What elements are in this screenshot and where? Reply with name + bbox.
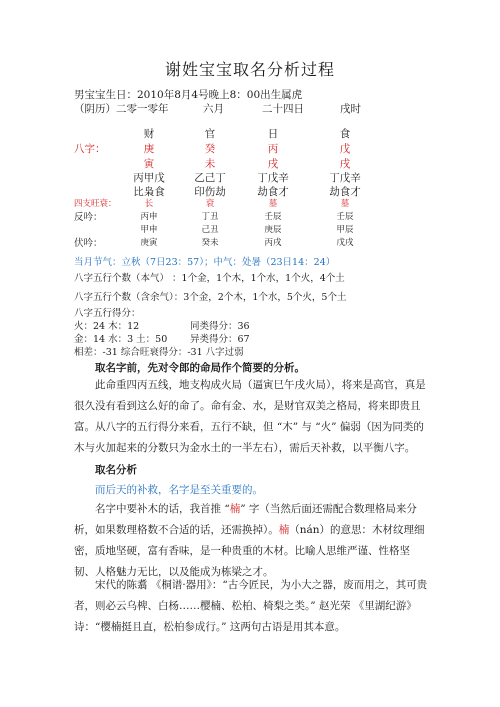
score-diff-class: 异类得分：67 xyxy=(190,334,250,345)
text-span: （nán）的意思：木材纹理细密，质地坚硬，富有香味，是一种贵重的木材。比喻人思维严谨、性格坚韧、人格魅力无比，以及能成为栋梁之才。 xyxy=(74,524,425,578)
score-summary: 相差：-31 综合旺衰得分：-31 八字过弱 xyxy=(74,347,244,358)
jieqi-line: 当月节气：立秋（7日23：57）；中气：处暑（23日14：24） xyxy=(74,257,336,268)
stem-hour: 戊 xyxy=(339,143,351,155)
hidden-gods-hour: 劫食才 xyxy=(329,186,361,198)
stem-month: 癸 xyxy=(204,143,216,155)
highlight-char: 楠 xyxy=(229,503,241,515)
paragraph-quote xyxy=(74,575,429,638)
paragraph-nan xyxy=(74,499,429,583)
stem-day: 丙 xyxy=(267,143,279,155)
shishen-month: 官 xyxy=(204,128,216,140)
sizhu-label: 四支旺衰： xyxy=(74,199,117,209)
branch-hour: 戌 xyxy=(339,158,351,170)
sizhu-month: 衰 xyxy=(205,199,215,209)
lunar-day: 二十四日 xyxy=(262,103,304,115)
highlight-char: 楠 xyxy=(278,524,290,536)
text-span: 名字中要补木的话，我首推 “ xyxy=(95,503,230,515)
wuxing-hanqi: 八字五行个数（含余气）：3个金，2个木，1个水，5个火，5个土 xyxy=(74,292,347,303)
birth-line: 男宝宝生日：2010年8月4号晚上8：00出生属虎 xyxy=(74,89,303,101)
text-span: ” 字（当然后面还需配合数理格局来分析，如果数理格数不合适的话，还需换掉）。 xyxy=(74,503,417,536)
hidden-gods-day: 劫食才 xyxy=(257,186,289,198)
paragraph-text xyxy=(74,499,429,583)
fuyin-year: 庚寅 xyxy=(140,238,158,248)
score-same-class: 同类得分：36 xyxy=(190,321,250,332)
lunar-hour: 戌时 xyxy=(340,103,361,115)
fanyin-year-1: 丙申 xyxy=(140,212,158,222)
page-title: 谢姓宝宝取名分析过程 xyxy=(164,60,335,79)
heading-analysis: 取名字前，先对令郎的命局作个简要的分析。 xyxy=(95,362,305,374)
paragraph-wuxing xyxy=(74,417,429,459)
fuyin-label: 伏吟： xyxy=(74,238,103,249)
score-metal-water-earth: 金：14 水：3 土：50 xyxy=(74,334,168,345)
shishen-year: 财 xyxy=(143,128,155,140)
hidden-gods-year: 比枭食 xyxy=(133,186,165,198)
paragraph-text: 从八字的五行得分来看，五行不缺，但 “木” 与 “火” 偏弱（因为同类的木与火加起来的分数只为金水土的一半左右），需后天补救，以平衡八字。 xyxy=(74,421,424,454)
lunar-year: （阴历）二零一零年 xyxy=(74,103,169,115)
shishen-hour: 食 xyxy=(339,128,351,140)
wuxing-benqi: 八字五行个数（本气） ：1个金，1个木，1个水，1个火，4个土 xyxy=(74,273,345,284)
hidden-stems-month: 乙己丁 xyxy=(194,172,226,184)
hidden-stems-day: 丁戊辛 xyxy=(257,172,289,184)
fanyin-day-2: 庚辰 xyxy=(264,225,282,235)
branch-year: 寅 xyxy=(143,158,155,170)
hidden-stems-year: 丙甲戊 xyxy=(133,172,165,184)
sizhu-day: 墓 xyxy=(268,199,278,209)
fuyin-hour: 戊戌 xyxy=(336,238,354,248)
lunar-month: 六月 xyxy=(203,103,224,115)
fanyin-hour-2: 甲辰 xyxy=(336,225,354,235)
paragraph-text: 此命重四丙五线，地支构成火局（逼寅巳午戌火局），将来是高官，真是很久没有看到这么好的命了。命有金、水，是财官双美之格局，将来即贵且富。 xyxy=(74,379,426,433)
fanyin-month-2: 己丑 xyxy=(201,225,219,235)
heading-naming: 取名分析 xyxy=(95,464,137,476)
fanyin-hour-1: 壬辰 xyxy=(336,212,354,222)
hidden-gods-month: 印伤劫 xyxy=(194,186,226,198)
paragraph-text: 宋代的陈翥 《桐谱·器用》：“古今匠民，为小大之器，废而用之，其可贵者，则必云乌椑、白杨……樱楠、松柏、椅梨之类。” 赵光荣 《里湖纪游》诗：“樱楠挺且直，松柏参成行。” 这两句古语是用其本意。 xyxy=(74,579,428,633)
score-title: 八字五行得分： xyxy=(74,308,141,319)
bazi-label: 八字： xyxy=(74,143,106,155)
fuyin-month: 癸未 xyxy=(201,238,219,248)
fuyin-day: 丙戌 xyxy=(264,238,282,248)
hidden-stems-hour: 丁戊辛 xyxy=(329,172,361,184)
fanyin-day-1: 壬辰 xyxy=(264,212,282,222)
fanyin-month-1: 丁丑 xyxy=(201,212,219,222)
sizhu-year: 长 xyxy=(144,199,154,209)
sizhu-hour: 墓 xyxy=(340,199,350,209)
stem-year: 庚 xyxy=(143,143,155,155)
fanyin-label: 反吟： xyxy=(74,212,103,223)
shishen-day: 日 xyxy=(267,128,279,140)
fanyin-year-2: 甲申 xyxy=(140,225,158,235)
subheading-naming: 而后天的补救，名字是至关重要的。 xyxy=(95,484,263,496)
branch-day: 戌 xyxy=(267,158,279,170)
branch-month: 未 xyxy=(204,158,216,170)
score-fire-wood: 火：24 木：12 xyxy=(74,321,140,332)
